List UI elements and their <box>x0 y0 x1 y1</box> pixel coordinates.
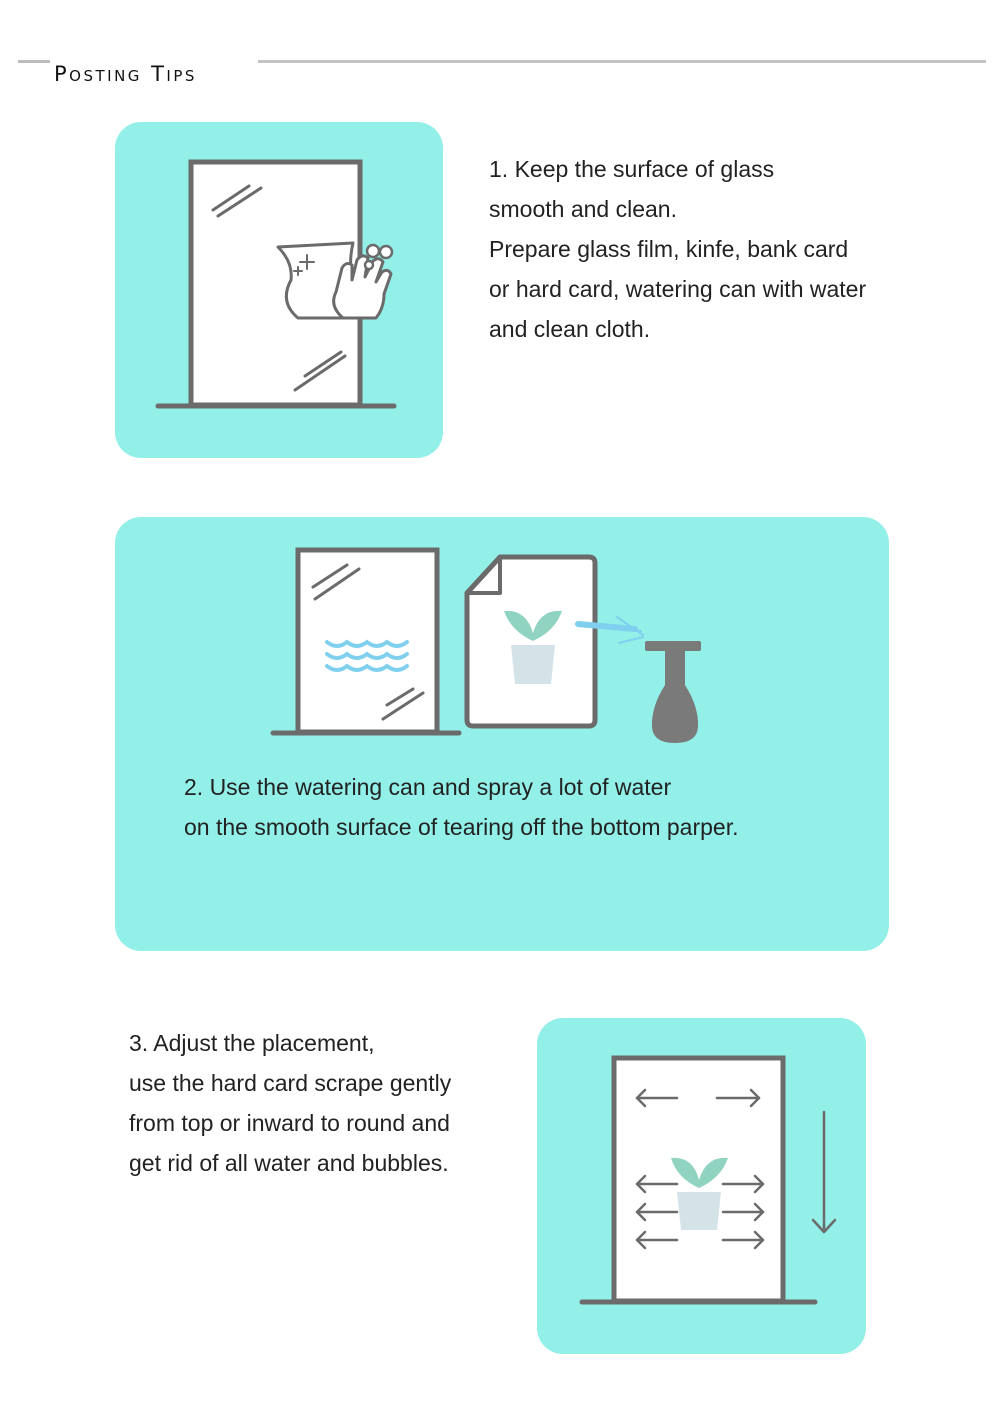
step-2-text <box>184 767 738 847</box>
step-3-text <box>129 1023 451 1183</box>
hand-icon <box>334 256 391 318</box>
step-2-panel <box>115 517 889 951</box>
page-title: Posting Tips <box>54 62 197 87</box>
text-line: on the smooth surface of tearing off the bottom parper. <box>184 814 739 840</box>
step-2-illustration <box>115 517 889 767</box>
text-line: get rid of all water and bubbles. <box>129 1150 449 1176</box>
step-1-illustration <box>115 122 443 458</box>
step-1-text <box>489 149 866 349</box>
step-3-illustration-panel <box>537 1018 866 1354</box>
text-line: or hard card, watering can with water <box>489 276 867 302</box>
text-line: and clean cloth. <box>489 316 651 342</box>
step-1-illustration-panel <box>115 122 443 458</box>
text-line: Prepare glass film, kinfe, bank card <box>489 236 849 262</box>
step-3-illustration <box>537 1018 866 1354</box>
section-header <box>0 40 1000 87</box>
text-line: from top or inward to round and <box>129 1110 450 1136</box>
header-rule-right <box>258 60 986 63</box>
spray-bottle-icon <box>645 641 701 743</box>
film-sheet-icon <box>467 557 595 726</box>
text-line: 2. Use the watering can and spray a lot of water <box>184 774 672 800</box>
text-line: smooth and clean. <box>489 196 677 222</box>
text-line: 3. Adjust the placement, <box>129 1030 375 1056</box>
text-line: use the hard card scrape gently <box>129 1070 452 1096</box>
text-line: 1. Keep the surface of glass <box>489 156 775 182</box>
header-rule-left <box>18 60 50 63</box>
arrow-down-icon <box>813 1112 835 1232</box>
